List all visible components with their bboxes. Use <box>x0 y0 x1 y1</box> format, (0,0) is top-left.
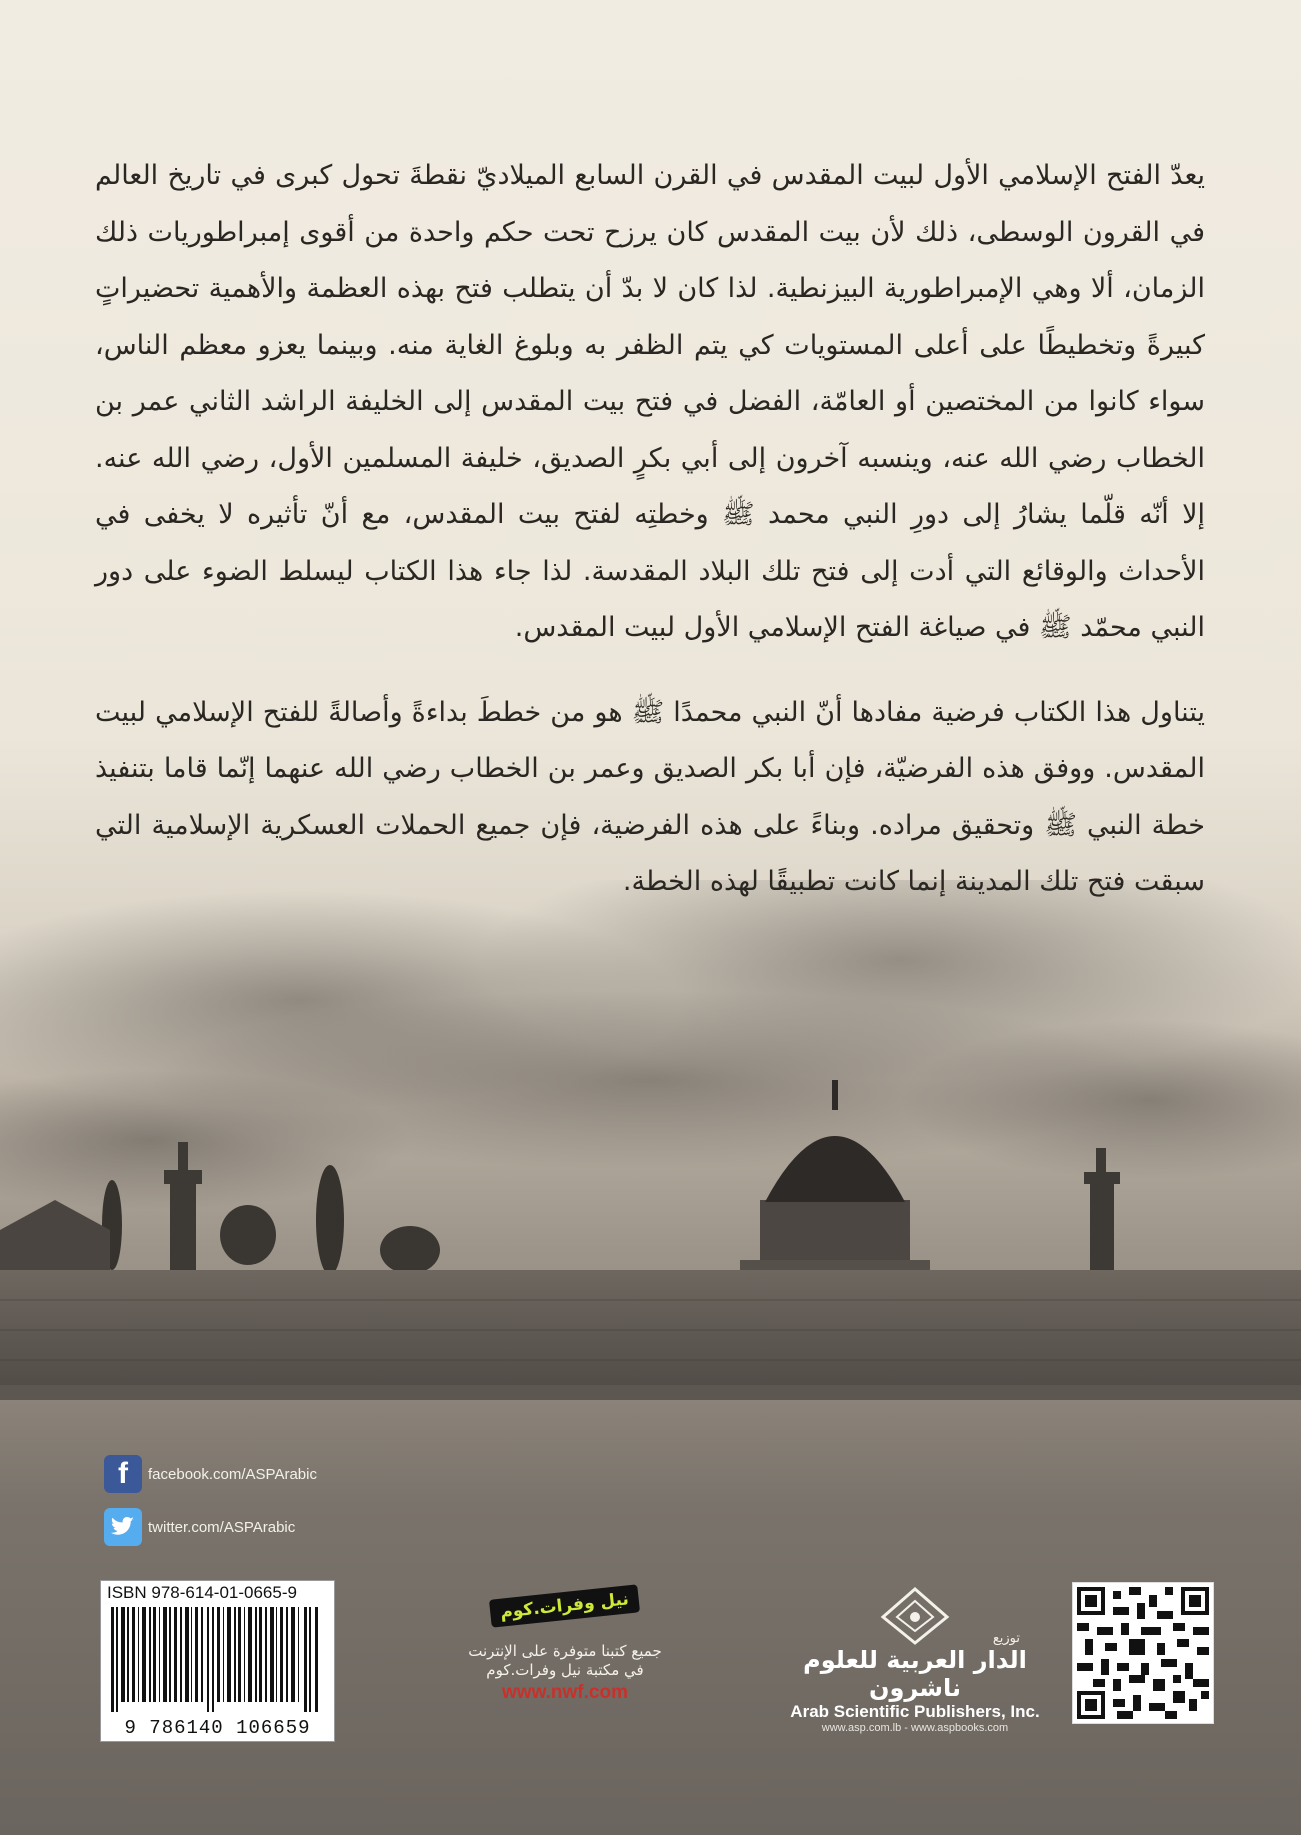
publisher-name-english: Arab Scientific Publishers, Inc. <box>790 1702 1040 1721</box>
isbn-barcode <box>100 1580 335 1742</box>
facebook-icon: f <box>104 1455 142 1493</box>
nwf-store-line: في مكتبة نيل وفرات.كوم <box>486 1661 644 1679</box>
qr-code-pattern <box>1077 1587 1209 1719</box>
isbn-label: ISBN 978-614-01-0665-9 <box>107 1583 297 1602</box>
barcode-bars <box>111 1607 323 1712</box>
twitter-link[interactable] <box>104 1508 295 1546</box>
paragraph-2: يتناول هذا الكتاب فرضية مفادها أنّ النبي محمدًا ﷺ هو من خططَ بداءةً وأصالةً للفتح الإسلامي لبيت المقدس. ووفق هذه الفرضيّة، فإن أبا بكر الصديق وعمر بن الخطاب رضي الله عنهما إنّما قاما بتنفيذ خطة النبي ﷺ وتحقيق مراده. وبناءً على هذه الفرضية، فإن جميع الحملات العسكرية الإسلامية التي سبقت فتح تلك المدينة إنما كانت تطبيقًا لهذه الخطة. <box>95 696 1205 897</box>
publisher-name-arabic: الدار العربية للعلوم ناشرون <box>803 1646 1027 1702</box>
nwf-logo: نيل وفرات.كوم <box>489 1584 640 1627</box>
nwf-url[interactable]: www.nwf.com <box>502 1682 628 1703</box>
qr-code[interactable] <box>1072 1582 1214 1724</box>
facebook-link[interactable] <box>104 1455 317 1493</box>
twitter-icon <box>104 1508 142 1546</box>
isbn-number: 9 786140 106659 <box>124 1717 311 1739</box>
twitter-url[interactable]: twitter.com/ASPArabic <box>148 1518 296 1536</box>
publisher-block <box>770 1585 1060 1745</box>
nwf-retailer-block <box>440 1570 690 1740</box>
jerusalem-skyline-photo <box>0 880 1301 1400</box>
paragraph-1: يعدّ الفتح الإسلامي الأول لبيت المقدس في القرن السابع الميلاديّ نقطةَ تحول كبرى في تاريخ العالم في القرون الوسطى، ذلك لأن بيت المقدس كان يرزح تحت حكم واحدة من أقوى إمبراطوريات ذلك الزمان، ألا وهي الإمبراطورية البيزنطية. لذا كان لا بدّ أن يتطلب فتح بهذه العظمة والأهمية تحضيراتٍ كبيرةً وتخطيطًا على أعلى المستويات كي يتم الظفر به وبلوغ الغاية منه. وبينما يعزو معظم الناس، سواء كانوا من المختصين أو العامّة، الفضل في فتح بيت المقدس إلى الخليفة الراشد الثاني عمر بن الخطاب رضي الله عنه، وينسبه آخرون إلى أبي بكرٍ الصديق، خليفة المسلمين الأول، رضي الله عنه. إلا أنّه قلّما يشارُ إلى دورِ النبي محمد ﷺ وخطتِه لفتح بيت المقدس، مع أنّ تأثيره لا يخفى في الأحداث والوقائع التي أدت إلى فتح تلك البلاد المقدسة. لذا جاء هذا الكتاب ليسلط الضوء على دور النبي محمّد ﷺ في صياغة الفتح الإسلامي الأول لبيت المقدس. <box>95 160 1205 643</box>
facebook-url[interactable]: facebook.com/ASPArabic <box>148 1465 317 1483</box>
back-cover-blurb <box>95 148 1205 939</box>
distribution-label: توزيع <box>992 1631 1020 1646</box>
publisher-websites[interactable]: www.asp.com.lb - www.aspbooks.com <box>821 1722 1009 1734</box>
nwf-availability-line: جميع كتبنا متوفرة على الإنترنت <box>468 1642 662 1660</box>
publisher-logo-icon <box>875 1585 955 1645</box>
